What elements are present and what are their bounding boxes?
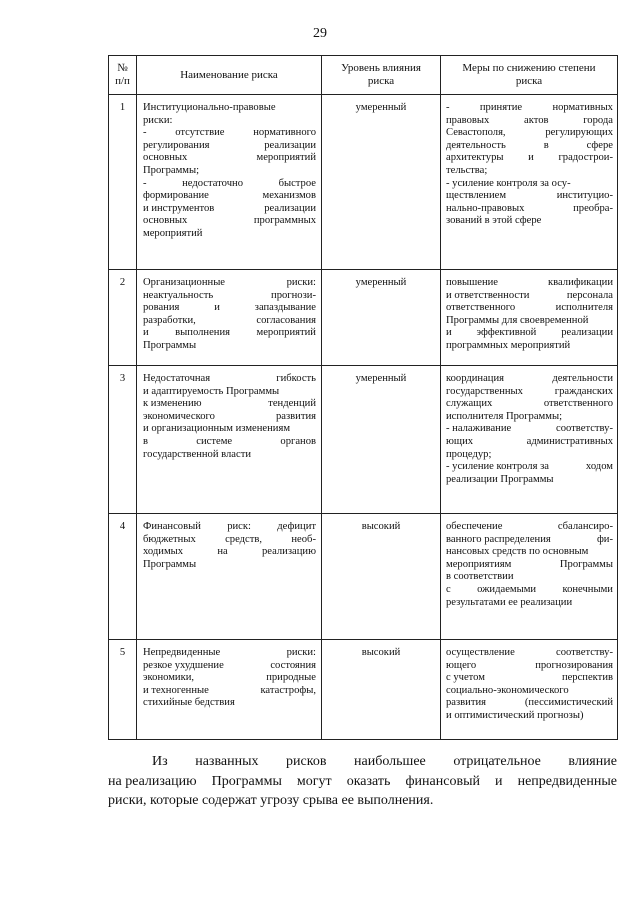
risk-name-line: и организационным изменениям (143, 423, 291, 435)
risk-name-line: Организационные риски: (143, 277, 316, 288)
header-mitigation-measures-line: риска (515, 75, 543, 87)
risk-name-line: регулирования реализации (143, 139, 316, 151)
mitigation-line: ванного распределения фи- (446, 533, 613, 545)
mitigation-line: - усиление контроля за осу- (446, 177, 571, 189)
risk-number: 1 (109, 95, 137, 270)
header-num-line: № (117, 62, 128, 74)
mitigation-line: и оптимистический прогнозы) (446, 709, 584, 721)
risk-name-line: Непредвиденные риски: (143, 647, 316, 658)
conclusion-paragraph (108, 752, 617, 811)
risk-name-line: и выполнения мероприятий (143, 327, 316, 339)
header-mitigation-measures-line: Меры по снижению степени (462, 62, 596, 74)
mitigation-line: - налаживание соответству- (446, 423, 613, 435)
mitigation-line: ществлением институцио- (446, 190, 613, 202)
header-impact-level-line: риска (367, 75, 395, 87)
risk-name-line: Недостаточная гибкость (143, 373, 316, 384)
risk-name (137, 640, 322, 740)
mitigation-line: Программы для своевременной (446, 314, 589, 326)
risk-name-line: Финансовый риск: дефицит (143, 521, 316, 532)
mitigation-line: и эффективной реализации (446, 327, 613, 339)
risk-name-line: государственной власти (143, 448, 252, 460)
risk-name (137, 514, 322, 640)
risk-name-line: - недостаточно быстрое (143, 177, 316, 189)
risk-name-line: основных мероприятий (143, 152, 316, 164)
header-num-line: п/п (115, 75, 130, 87)
risk-number: 5 (109, 640, 137, 740)
risk-name-line: Программы (143, 339, 197, 351)
mitigation-line: - усиление контроля за ходом (446, 461, 613, 473)
header-mitigation-measures (441, 56, 618, 95)
mitigation-line: архитектуры и градострои- (446, 152, 613, 164)
mitigation-line: деятельность в сфере (446, 139, 613, 151)
risk-name (137, 270, 322, 366)
risk-mitigation-measures (441, 95, 618, 270)
risk-name-line: рования и запаздывание (143, 302, 316, 314)
risk-name-line: Программы (143, 558, 197, 570)
header-impact-level (322, 56, 441, 95)
risk-name-line: в системе органов (143, 435, 316, 447)
mitigation-line: ющих административных (446, 435, 613, 447)
risk-name-line: мероприятий (143, 227, 203, 239)
table-row (109, 514, 618, 640)
mitigation-line: повышение квалификации (446, 277, 613, 288)
mitigation-line: нансовых средств по основным (446, 546, 589, 558)
risk-name-line: резкое ухудшение состояния (143, 659, 316, 671)
table-row (109, 95, 618, 270)
mitigation-line: координация деятельности (446, 373, 613, 384)
risk-mitigation-measures (441, 640, 618, 740)
table-row (109, 640, 618, 740)
page-number: 29 (313, 26, 327, 41)
mitigation-line: Севастополя, регулирующих (446, 127, 613, 139)
mitigation-line: мероприятиям Программы (446, 558, 613, 570)
mitigation-line: правовых актов города (446, 114, 613, 126)
mitigation-line: ответственного исполнителя (446, 302, 613, 314)
risk-name-line: Программы; (143, 164, 200, 176)
mitigation-line: программных мероприятий (446, 339, 571, 351)
mitigation-line: обеспечение сбалансиро- (446, 521, 613, 532)
header-risk-name (137, 56, 322, 95)
risk-name-line: основных программных (143, 215, 316, 227)
risk-number: 2 (109, 270, 137, 366)
risk-name-line: и техногенные катастрофы, (143, 684, 316, 696)
mitigation-line: социально-экономического (446, 684, 569, 696)
conclusion-line: риски, которые содержат угрозу срыва ее выполнения. (108, 793, 434, 808)
header-num (109, 56, 137, 95)
risk-impact-level: умеренный (322, 95, 441, 270)
table-header-row (109, 56, 618, 95)
risk-name (137, 95, 322, 270)
mitigation-line: - принятие нормативных (446, 102, 613, 113)
mitigation-line: тельства; (446, 164, 488, 176)
mitigation-line: и ответственности персонала (446, 289, 613, 301)
mitigation-line: в соответствии (446, 571, 514, 583)
risk-name-line: к изменению тенденций (143, 398, 316, 410)
mitigation-line: с ожидаемыми конечными (446, 583, 613, 595)
risk-impact-level: умеренный (322, 366, 441, 514)
conclusion-line: на реализацию Программы могут оказать финансовый и непредвиденные (108, 773, 617, 789)
mitigation-line: развития (пессимистический (446, 697, 613, 709)
mitigation-line: ющего прогнозирования (446, 659, 613, 671)
risk-name-line: риски: (143, 114, 173, 126)
risk-impact-level: высокий (322, 640, 441, 740)
mitigation-line: зований в этой сфере (446, 215, 542, 227)
risk-mitigation-measures (441, 366, 618, 514)
header-impact-level-line: Уровень влияния (341, 62, 421, 74)
risk-name-line: Институционально-правовые (143, 102, 276, 113)
risk-table (108, 55, 618, 740)
mitigation-line: с учетом перспектив (446, 672, 613, 684)
conclusion-line: Из названных рисков наибольшее отрицательное влияние (152, 754, 617, 769)
table-row (109, 270, 618, 366)
mitigation-line: результатами ее реализации (446, 596, 573, 608)
risk-name-line: ходимых на реализацию (143, 546, 316, 558)
risk-name-line: экономического развития (143, 410, 316, 422)
risk-name-line: бюджетных средств, необ- (143, 533, 316, 545)
header-risk-name-line: Наименование риска (180, 68, 278, 81)
risk-name-line: стихийные бедствия (143, 697, 235, 709)
risk-impact-level: высокий (322, 514, 441, 640)
mitigation-line: служащих ответственного (446, 398, 613, 410)
mitigation-line: государственных гражданских (446, 385, 613, 397)
risk-name (137, 366, 322, 514)
mitigation-line: реализации Программы (446, 473, 554, 485)
risk-name-line: и инструментов реализации (143, 202, 316, 214)
risk-name-line: разработки, согласования (143, 314, 316, 326)
mitigation-line: исполнителя Программы; (446, 410, 563, 422)
risk-name-line: формирование механизмов (143, 190, 316, 202)
table-row (109, 366, 618, 514)
risk-name-line: - отсутствие нормативного (143, 127, 316, 139)
risk-number: 3 (109, 366, 137, 514)
mitigation-line: нально-правовых преобра- (446, 202, 613, 214)
mitigation-line: осуществление соответству- (446, 647, 613, 658)
risk-impact-level: умеренный (322, 270, 441, 366)
risk-number: 4 (109, 514, 137, 640)
risk-mitigation-measures (441, 270, 618, 366)
risk-mitigation-measures (441, 514, 618, 640)
risk-name-line: неактуальность прогнози- (143, 289, 316, 301)
risk-name-line: и адаптируемость Программы (143, 385, 280, 397)
risk-name-line: экономики, природные (143, 672, 316, 684)
mitigation-line: процедур; (446, 448, 492, 460)
